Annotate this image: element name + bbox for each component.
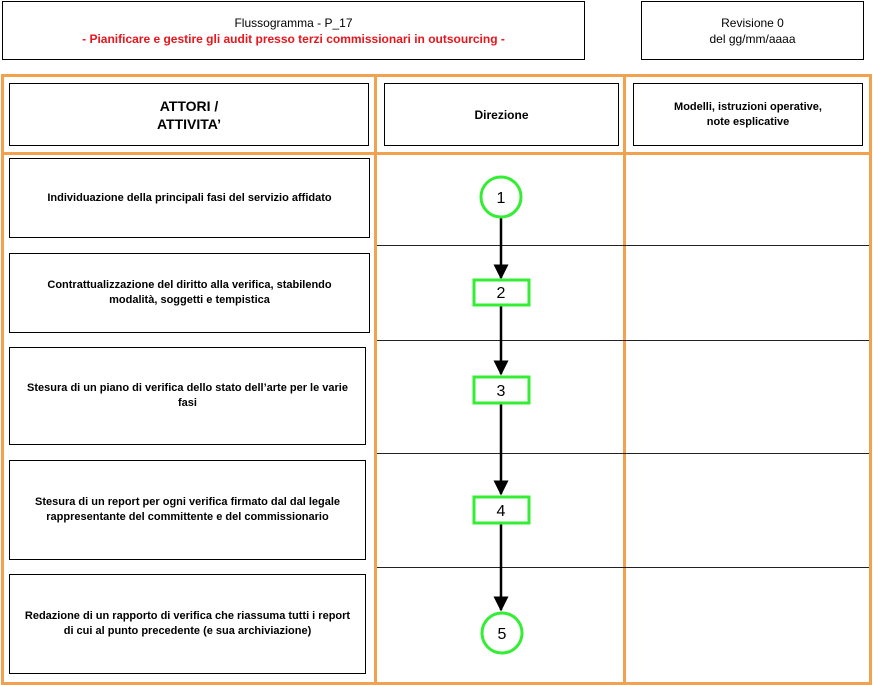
revision-date: del gg/mm/aaaa xyxy=(709,31,796,46)
node-2-label: 2 xyxy=(496,285,506,302)
header-actors-line2: ATTIVITA’ xyxy=(156,115,222,132)
header-actors-line1: ATTORI / xyxy=(159,97,219,114)
header-modelli-line2: note esplicative xyxy=(706,115,790,128)
revision-number: Revisione 0 xyxy=(721,15,784,30)
activity-2: Contrattualizzazione del diritto alla verifica, stabilendo modalità, soggetti e tempistica xyxy=(9,253,370,333)
activity-4: Stesura di un report per ogni verifica firmato dal dal legale rappresentante del committente e del commissionario xyxy=(9,460,366,560)
activity-1: Individuazione della principali fasi del servizio affidato xyxy=(9,158,370,238)
node-4-label: 4 xyxy=(496,503,506,520)
activity-3: Stesura di un piano di verifica dello stato dell’arte per le varie fasi xyxy=(9,347,366,445)
node-1-label: 1 xyxy=(496,190,506,207)
header-direzione-label: Direzione xyxy=(474,107,529,122)
flowchart-subtitle: - Pianificare e gestire gli audit presso terzi commissionari in outsourcing - xyxy=(82,31,505,46)
header-modelli-line1: Modelli, istruzioni operative, xyxy=(674,100,822,113)
node-3-label: 3 xyxy=(496,383,506,400)
activity-5: Redazione di un rapporto di verifica che riassuma tutti i report di cui al punto precedente (e sua archiviazione) xyxy=(9,574,366,674)
node-5-label: 5 xyxy=(497,626,507,643)
flowchart-title: Flussogramma - P_17 xyxy=(234,15,353,30)
